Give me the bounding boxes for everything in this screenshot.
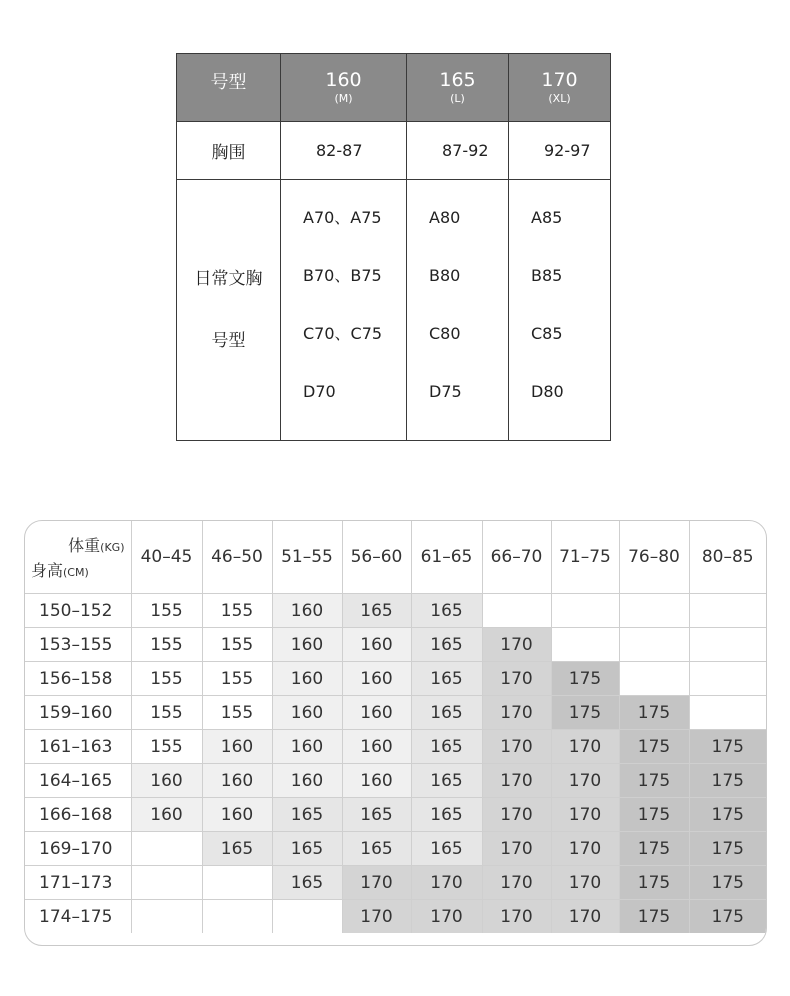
size-cell: 155	[131, 594, 202, 628]
chart-row	[25, 628, 766, 662]
chart-row	[25, 594, 766, 628]
size-cell: 170	[551, 832, 619, 866]
bra-size: D80	[531, 382, 564, 401]
bra-size: C85	[531, 324, 563, 343]
size-cell: 160	[272, 696, 342, 730]
size-cell	[619, 594, 689, 628]
bra-size: D75	[429, 382, 462, 401]
chart-row	[25, 832, 766, 866]
weight-header: 51–55	[272, 521, 342, 594]
bra-size: C70、C75	[303, 324, 383, 343]
weight-header: 46–50	[202, 521, 272, 594]
size-cell: 165	[411, 628, 482, 662]
size-cell: 155	[131, 662, 202, 696]
chest-row	[177, 122, 611, 180]
bra-size: B70、B75	[303, 266, 382, 285]
height-range: 153–155	[25, 628, 131, 662]
size-cell: 165	[272, 832, 342, 866]
size-cell: 175	[689, 900, 766, 934]
size-chart	[24, 520, 767, 946]
size-cell: 155	[202, 662, 272, 696]
size-cell: 170	[411, 900, 482, 934]
size-cell: 165	[342, 798, 411, 832]
size-cell: 165	[411, 662, 482, 696]
chart-row	[25, 900, 766, 934]
size-cell: 165	[411, 696, 482, 730]
size-cell: 160	[202, 798, 272, 832]
size-cell: 160	[131, 764, 202, 798]
size-cell	[551, 594, 619, 628]
size-cell: 165	[342, 832, 411, 866]
size-cell: 170	[482, 628, 551, 662]
size-table	[176, 53, 611, 441]
bra-size: D70	[303, 382, 336, 401]
size-cell: 165	[342, 594, 411, 628]
chest-value: 87-92	[407, 122, 509, 180]
height-range: 161–163	[25, 730, 131, 764]
weight-label: 体重	[68, 536, 101, 555]
bra-size: B85	[531, 266, 563, 285]
height-range: 164–165	[25, 764, 131, 798]
size-cell: 160	[202, 764, 272, 798]
size-cell: 170	[482, 696, 551, 730]
size-cell	[131, 866, 202, 900]
size-cell: 165	[411, 764, 482, 798]
height-axis-label	[31, 558, 89, 581]
bra-size: A70、A75	[303, 208, 382, 227]
height-range: 169–170	[25, 832, 131, 866]
size-cell: 160	[342, 730, 411, 764]
size-cell: 165	[411, 594, 482, 628]
chest-value: 82-87	[281, 122, 407, 180]
size-cell: 170	[482, 764, 551, 798]
chart-row	[25, 764, 766, 798]
bra-size: C80	[429, 324, 461, 343]
size-cell: 175	[619, 900, 689, 934]
height-range: 159–160	[25, 696, 131, 730]
size-cell: 165	[272, 798, 342, 832]
weight-axis-label	[68, 533, 124, 556]
size-cell: 170	[342, 866, 411, 900]
chart-row	[25, 866, 766, 900]
size-cell: 165	[411, 730, 482, 764]
chart-body	[25, 594, 766, 934]
height-range: 166–168	[25, 798, 131, 832]
size-cell: 155	[131, 628, 202, 662]
bra-label-cell	[177, 180, 281, 441]
size-cell: 175	[689, 832, 766, 866]
size-chart-table	[25, 521, 766, 933]
size-cell: 175	[551, 662, 619, 696]
bra-sizes-cell	[407, 180, 509, 441]
weight-header: 61–65	[411, 521, 482, 594]
size-header-cell	[509, 54, 611, 122]
size-cell: 175	[619, 696, 689, 730]
bra-size: B80	[429, 266, 461, 285]
weight-header: 40–45	[131, 521, 202, 594]
chart-row	[25, 696, 766, 730]
size-cell	[689, 696, 766, 730]
size-cell	[619, 662, 689, 696]
height-range: 174–175	[25, 900, 131, 934]
size-cell: 170	[482, 832, 551, 866]
size-cell	[689, 628, 766, 662]
size-header-cell	[281, 54, 407, 122]
height-unit: (CM)	[63, 566, 89, 579]
size-header-label: 号型	[210, 71, 247, 93]
size-number: 170	[541, 68, 578, 91]
size-cell: 160	[272, 730, 342, 764]
size-cell: 170	[551, 900, 619, 934]
size-cell: 175	[689, 798, 766, 832]
size-letter: (XL)	[548, 91, 571, 105]
size-cell: 160	[131, 798, 202, 832]
size-cell: 155	[202, 628, 272, 662]
size-cell	[202, 900, 272, 934]
weight-header: 80–85	[689, 521, 766, 594]
size-cell: 155	[202, 696, 272, 730]
weight-unit: (KG)	[100, 541, 125, 554]
size-cell: 175	[619, 866, 689, 900]
size-cell: 170	[551, 866, 619, 900]
size-number: 160	[325, 68, 362, 91]
size-cell: 175	[689, 866, 766, 900]
size-cell	[689, 594, 766, 628]
size-cell	[551, 628, 619, 662]
bra-label-line1: 日常文胸	[194, 269, 263, 289]
size-number: 165	[439, 68, 476, 91]
chart-row	[25, 662, 766, 696]
size-cell: 160	[272, 594, 342, 628]
size-cell: 160	[342, 764, 411, 798]
size-cell: 165	[411, 832, 482, 866]
size-cell: 175	[619, 832, 689, 866]
weight-header: 56–60	[342, 521, 411, 594]
size-cell	[689, 662, 766, 696]
height-range: 150–152	[25, 594, 131, 628]
chart-row	[25, 798, 766, 832]
size-cell: 170	[482, 900, 551, 934]
size-cell: 155	[131, 730, 202, 764]
size-cell: 160	[202, 730, 272, 764]
chart-header-row	[25, 521, 766, 594]
chart-corner-cell	[25, 521, 131, 594]
size-cell: 165	[272, 866, 342, 900]
bra-size: A85	[531, 208, 563, 227]
size-cell: 160	[272, 662, 342, 696]
size-cell: 175	[619, 798, 689, 832]
size-cell: 160	[272, 628, 342, 662]
size-cell: 170	[551, 730, 619, 764]
weight-header: 66–70	[482, 521, 551, 594]
size-cell: 170	[482, 798, 551, 832]
size-cell: 175	[689, 730, 766, 764]
size-header-row	[177, 54, 611, 122]
size-cell: 165	[202, 832, 272, 866]
height-range: 171–173	[25, 866, 131, 900]
size-cell: 170	[551, 798, 619, 832]
size-header-cell	[407, 54, 509, 122]
size-cell: 170	[482, 662, 551, 696]
size-header-label-cell	[177, 54, 281, 122]
size-cell: 170	[482, 730, 551, 764]
chest-label: 胸围	[177, 122, 281, 180]
size-cell: 175	[551, 696, 619, 730]
size-cell: 175	[619, 730, 689, 764]
bra-row	[177, 180, 611, 441]
size-cell: 165	[411, 798, 482, 832]
size-cell: 160	[342, 662, 411, 696]
size-cell	[131, 832, 202, 866]
size-cell: 175	[619, 764, 689, 798]
size-cell: 175	[689, 764, 766, 798]
bra-label-line2: 号型	[211, 331, 246, 351]
size-cell: 170	[551, 764, 619, 798]
size-letter: (M)	[334, 91, 353, 105]
weight-header: 71–75	[551, 521, 619, 594]
size-cell: 170	[482, 866, 551, 900]
size-cell: 160	[272, 764, 342, 798]
size-cell	[272, 900, 342, 934]
bra-sizes-cell	[281, 180, 407, 441]
size-cell	[482, 594, 551, 628]
chest-value: 92-97	[509, 122, 611, 180]
size-cell	[131, 900, 202, 934]
bra-size: A80	[429, 208, 461, 227]
chart-row	[25, 730, 766, 764]
height-label: 身高	[31, 561, 64, 580]
size-cell: 160	[342, 696, 411, 730]
size-cell: 160	[342, 628, 411, 662]
bra-sizes-cell	[509, 180, 611, 441]
size-cell	[202, 866, 272, 900]
weight-header: 76–80	[619, 521, 689, 594]
height-range: 156–158	[25, 662, 131, 696]
size-cell	[619, 628, 689, 662]
size-cell: 155	[202, 594, 272, 628]
size-cell: 170	[411, 866, 482, 900]
size-cell: 155	[131, 696, 202, 730]
size-cell: 170	[342, 900, 411, 934]
size-letter: (L)	[450, 91, 465, 105]
